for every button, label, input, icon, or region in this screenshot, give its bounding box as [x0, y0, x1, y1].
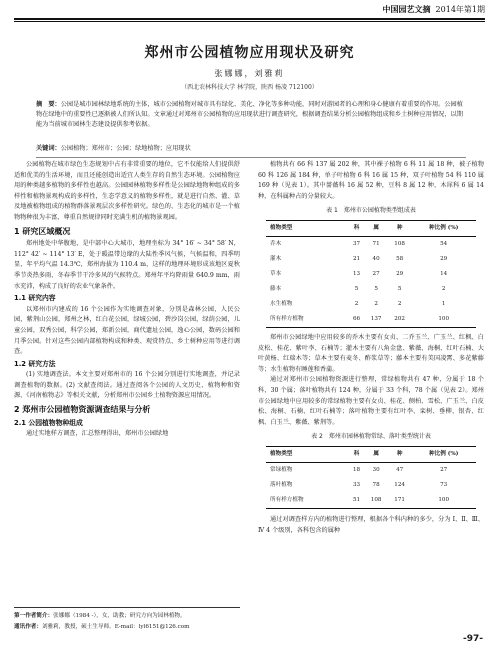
table-header-cell: 植物类型: [270, 451, 293, 458]
table-header-cell: 种比例 (%): [429, 451, 459, 458]
footnote-comm-label: 通讯作者：: [14, 624, 42, 630]
issue-label: 2014年第1期: [435, 5, 485, 14]
table-cell: 落叶植物: [270, 482, 293, 489]
table-header-cell: 种: [396, 225, 403, 232]
table-cell: 藤本: [270, 286, 282, 293]
section-1-2-text: (1) 实地调查法。本文主要对郑州市的 16 个公园分别进行实地调查，并记录调查植物的数据。(2) 文献查阅法。通过查阅各个公园的人文历史、植物种和资源，《河南植物志》等相关文献，分析郑州市公园乡土植物资源应用情况。: [14, 371, 240, 400]
section-1-1-heading: 1.1 研究内容: [14, 294, 56, 303]
footnote-comm-text: 刘雅莉，教授，硕士生导师。E-mail：lyl6151@126.com: [41, 624, 190, 630]
table-cell: 51: [352, 497, 361, 504]
section-1-text: 郑州地处中华腹地，是中部中心大城市，地理坐标为 34° 16′ ~ 34° 58′ N，112° 42′ ~ 114° 13′ E，处于暖温带边缘的大陆性季风气候，气候温和，四季明显，年平均气温 14.3℃，郑州海拔为 110.4 m，这样的地理环境形成该地区夏秋季节炎热多雨、冬春季节干冷多风的气候特点。郑州年平均降雨量 640.9 mm，雨水充沛，构成了良好的农业气象条件。: [14, 240, 240, 290]
right-paragraph-2: 郑州市公园绿地中应用较多的乔木主要有女贞、二乔玉兰、广玉兰、红枫、白皮松、桂花、紫叶李、石楠等；灌木主要有八角金盘、紫薇、海桐、红叶石楠、大叶黄杨、红瑞木等；草本主要有麦冬、酢浆草等；藤本主要有美国凌霄、多花紫藤等；水生植物有睡莲和香蒲。: [258, 333, 484, 373]
table-cell: 100: [438, 497, 450, 504]
abstract: [36, 100, 466, 130]
table-2-header-row: [266, 446, 476, 462]
abstract-label: 摘 要：: [36, 101, 61, 108]
table-row: [266, 267, 476, 282]
table-1-caption: 表 1 郑州市公园植物类型组成表: [326, 207, 416, 215]
table-cell: 108: [370, 497, 382, 504]
section-1-heading: 1 研究区域概况: [14, 226, 71, 236]
table-2-body: [266, 462, 476, 508]
table-row: [266, 282, 476, 297]
header-rule: [14, 18, 485, 20]
table-header-cell: 科: [353, 225, 360, 232]
section-1-2-heading: 1.2 研究方法: [14, 359, 56, 368]
table-cell: 58: [396, 256, 404, 263]
journal-name: 中国园艺文摘: [382, 5, 431, 14]
table-cell: 所有样方植物: [270, 316, 304, 323]
table-cell: 108: [394, 241, 405, 248]
table-cell: 33: [352, 482, 361, 489]
table-cell: 124: [394, 482, 405, 489]
keywords-text: 公园植物；郑州市；公园；绿地植物；应用现状: [60, 145, 191, 152]
table-cell: 171: [394, 497, 405, 504]
table-cell: 5: [397, 286, 402, 293]
table-cell: 47: [396, 467, 404, 474]
table-cell: 13: [352, 271, 361, 278]
abstract-text: 公园是城市园林绿地系统的主体，城市公园植物对城市具有绿化、美化、净化等多种功能，同时对游园者的心理和身心健康有着重要的作用。公园植物在绿地中的重要性已逐渐被人们所认知。文章通过对郑州市公园植物的应用现状进行调查研究，根据调查结果分析公园植物组成和乡土树种应用情况，以期能为当前城市园林生态建设提供参考依据。: [36, 101, 463, 128]
right-paragraph-4: 通过对调查样方内的植物进行整理，根据各个科内种的多少，分为 Ⅰ、Ⅱ、Ⅲ、Ⅳ 4 个级别，各科包含的属种: [258, 515, 484, 534]
paper-title: 郑州市公园植物应用现状及研究: [144, 45, 355, 61]
right-column: [258, 160, 484, 536]
table-cell: 78: [372, 482, 380, 489]
table-cell: 21: [352, 256, 361, 263]
table-cell: 37: [352, 241, 361, 248]
footnote-author-label: 第一作者简介：: [14, 613, 54, 619]
footnote-author-text: 张娜娜（1984 -），女，助教；研究方向为园林植物。: [53, 613, 186, 619]
table-cell: 1: [441, 301, 446, 308]
table-cell: 2: [441, 286, 446, 293]
table-cell: 2: [354, 301, 359, 308]
table-cell: 草本: [270, 271, 282, 278]
table-1-header-row: [266, 220, 476, 236]
table-cell: 29: [440, 256, 448, 263]
table-cell: 137: [370, 316, 382, 323]
table-header-cell: 属: [373, 225, 379, 232]
right-paragraph-1: 植物共有 66 科 137 属 202 种，其中裸子植物 6 科 11 属 18 种，被子植物 60 科 126 属 184 种，单子叶植物 6 科 16 属 15 种，双子叶植物 54 科 110 属 169 种（见表 1）。其中蔷薇科 16 属 52 种，豆科 8 属 12 种、木犀科 6 属 14 种，在科属种占的分量较大。: [258, 161, 484, 200]
table-row: [266, 493, 476, 509]
table-row: [266, 312, 476, 328]
table-cell: 2: [374, 301, 378, 308]
right-paragraph-3: 通过对郑州市公园植物资源进行整理，常绿植物共有 47 种，分属于 18 个科，30 个属；落叶植物共有 124 种，分属于 33 个科，78 个属（见表 2）。郑州市公园绿地中应用较多的常绿植物主要有女贞、桂花、侧柏、雪松、广玉兰、白皮松、海桐、石楠、红叶石楠等；落叶植物主要有红叶李、栾树、垂柳、银杏、红枫、白玉兰、紫薇、紫荆等。: [258, 376, 484, 426]
section-2-1-heading: 2.1 公园植物物种组成: [14, 418, 83, 427]
table-cell: 27: [372, 271, 380, 278]
table-cell: 54: [440, 241, 448, 248]
table-1: [266, 220, 476, 328]
table-header-cell: 属: [373, 451, 379, 458]
abstract-divider: [36, 157, 466, 158]
table-cell: 14: [440, 271, 448, 278]
intro-paragraph: 公园植物在城市绿色生态规划中占有非常重要的地位，它不仅能给人们提供舒适和优美的生活环境，而且还能创造出适宜人类生存的自然生态环境。公园植物应用的种类越多植物的多样性也越高。公园园林植物多样性是公园绿地物种组成的多样性和植物景观构成的多样性，生态学意义的植物多样性，就是进行自然、灌、草及地被植物组成的植物群落景观层次多样性研究。绿色的、生态化的城市是一个植物物种很为丰富，尊重自然规律同时充满生机的植物景观园。: [14, 161, 240, 221]
table-row: [266, 297, 476, 312]
table-row: [266, 462, 476, 478]
table-cell: 5: [374, 286, 378, 293]
table-cell: 乔木: [270, 241, 282, 248]
table-row: [266, 252, 476, 267]
left-column: [14, 160, 240, 440]
table-cell: 73: [440, 482, 448, 489]
table-row: [266, 236, 476, 252]
footnote-rule: [14, 607, 240, 608]
table-1-body: [266, 236, 476, 327]
table-cell: 灌木: [270, 256, 282, 263]
paper-authors: 张娜娜，刘雅莉: [214, 69, 285, 78]
table-cell: 30: [372, 467, 380, 474]
table-cell: 66: [352, 316, 361, 323]
table-cell: 常绿植物: [270, 467, 293, 474]
table-cell: 所有样方植物: [270, 497, 304, 504]
table-cell: 71: [372, 241, 380, 248]
footnote-correspondence: [14, 622, 244, 630]
table-header-cell: 科: [353, 451, 360, 458]
section-2-heading: 2 郑州市公园植物资源调查结果与分析: [14, 405, 151, 415]
table-2-caption: 表 2 郑州市园林植物常绿、落叶类型统计表: [311, 433, 431, 441]
table-2: [266, 446, 476, 509]
table-cell: 27: [440, 467, 448, 474]
running-header: [382, 4, 485, 15]
table-cell: 100: [438, 316, 450, 323]
keywords: [36, 143, 466, 152]
table-cell: 水生植物: [270, 301, 293, 308]
section-2-1-text: 通过实地样方调查，汇总整理得出，郑州市公园绿地: [26, 430, 169, 438]
table-header-cell: 种比例 (%): [429, 225, 459, 232]
table-cell: 40: [372, 256, 380, 263]
paper-affiliation: （西北农林科技大学 林学院，陕西 杨凌 712100）: [181, 84, 318, 91]
page-number: -97-: [463, 634, 483, 644]
section-1-1-text: 以郑州市内建成的 16 个公园作为实地调查对象，分别是森林公园，人民公园，紫荆山公园，郑州之林，红白花公园，绿城公园，碧沙岗公园，绿荫公园，儿童公园，双秀公园，科学公园，郑新公园，商代遗址公园，逸心公园，数码公园和月季公园。针对这些公园内部植物构成和种类、观赏特点、乡土树种应用等进行调查。: [14, 305, 240, 356]
table-cell: 202: [394, 316, 405, 323]
table-cell: 2: [397, 301, 402, 308]
header-rule-thin: [14, 21, 485, 22]
footnote-author: [14, 611, 244, 619]
table-cell: 29: [396, 271, 404, 278]
table-cell: 5: [354, 286, 359, 293]
keywords-label: 关键词：: [36, 145, 61, 152]
table-cell: 18: [352, 467, 361, 474]
table-header-cell: 植物类型: [270, 225, 293, 232]
table-header-cell: 种: [396, 451, 403, 458]
table-row: [266, 478, 476, 493]
